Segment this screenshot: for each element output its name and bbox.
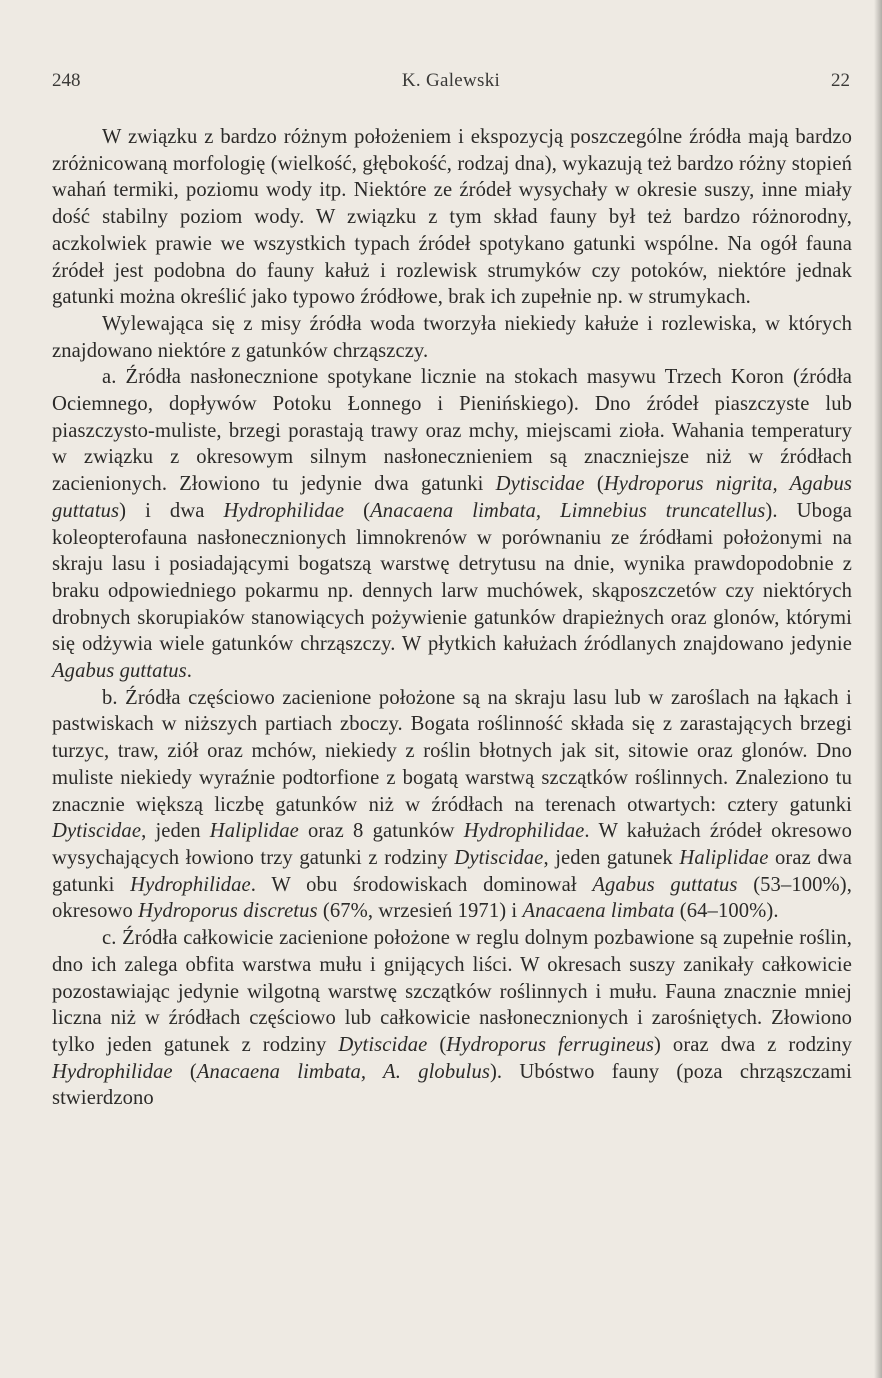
taxon-name: Haliplidae	[209, 820, 299, 843]
running-header	[52, 70, 850, 100]
taxon-name: Hydrophilidae	[130, 873, 251, 896]
taxon-name: Hydrophilidae	[52, 1060, 173, 1083]
taxon-name: Dytiscidae	[52, 820, 142, 843]
taxon-name: Hydroporus nigrita, Agabus guttatus	[52, 473, 852, 522]
taxon-name: Dytiscidae	[454, 846, 544, 869]
running-head-author: K. Galewski	[401, 70, 501, 91]
paragraph-b-partly-shaded-springs: b. Źródła częściowo zacienione położone są na skraju lasu lub w zaroślach na łąkach i pastwiskach w niższych partiach zboczy. Bogata roślinność składa się z zarastających brzegi turzyc, traw, ziół oraz mchów, niekiedy z roślin błotnych jak sit, sitowie oraz glonów. Dno muliste niekiedy wyraźnie podtorfione z bogatą warstwą szczątków roślinnych. Znaleziono tu znacznie większą liczbę gatunków niż w źródłach na terenach otwartych: cztery gatunki Dytiscidae, jeden Haliplidae oraz 8 gatunków Hydrophilidae. W kałużach źródeł okresowo wysychających łowiono trzy gatunki z rodziny Dytiscidae, jeden gatunek Haliplidae oraz dwa gatunki Hydrophilidae. W obu środowiskach dominował Agabus guttatus (53–100%), okresowo Hydroporus discretus (67%, wrzesień 1971) i Anacaena limbata (64–100%).	[52, 686, 853, 923]
taxon-name: Anacaena limbata	[522, 900, 675, 923]
page-number-left: 248	[52, 70, 81, 91]
paragraph-c-fully-shaded-springs: c. Źródła całkowicie zacienione położone w reglu dolnym pozbawione są zupełnie roślin, dno ich zalega obfita warstwa mułu i gnijących liści. W okresach suszy zanikały całkowicie pozostawiając jedynie wilgotną warstwę szczątków roślinnych i mułu. Fauna znacznie mniej liczna niż w źródłach częściowo lub całkowicie nasłonecznionych i zarośniętych. Złowiono tylko jeden gatunek z rodziny Dytiscidae (Hydroporus ferrugineus) oraz dwa z rodziny Hydrophilidae (Anacaena limbata, A. globulus). Ubóstwo fauny (poza chrząszczami stwierdzono	[52, 927, 853, 1110]
taxon-name: Dytiscidae	[338, 1033, 428, 1056]
body-text	[52, 124, 852, 1112]
page-edge-shadow	[874, 0, 882, 1378]
taxon-name: Agabus guttatus	[52, 660, 187, 683]
taxon-name: Hydrophilidae	[463, 820, 585, 843]
taxon-name: Dytiscidae	[495, 473, 585, 496]
taxon-name: Hydroporus discretus	[138, 900, 318, 923]
taxon-name: Anacaena limbata, A. globulus	[196, 1060, 490, 1083]
paragraph-intro: W związku z bardzo różnym położeniem i ekspozycją poszczególne źródła mają bardzo zróżnicowaną morfologię (wielkość, głębokość, rodzaj dna), wykazują też bardzo różny stopień wahań termiki, poziomu wody itp. Niektóre ze źródeł wysychały w okresie suszy, inne miały dość stabilny poziom wody. W związku z tym skład fauny był też bardzo różnorodny, aczkolwiek prawie we wszystkich typach źródeł spotykano gatunki wspólne. Na ogół fauna źródeł jest podobna do fauny kałuż i rozlewisk strumyków czy potoków, niektóre jednak gatunki można określić jako typowo źródłowe, brak ich zupełnie np. w strumykach.	[52, 126, 852, 309]
taxon-name: Haliplidae	[679, 846, 769, 869]
taxon-name: Hydrophilidae	[223, 499, 345, 522]
taxon-name: Anacaena limbata, Limnebius truncatellus	[370, 499, 766, 522]
paragraph-a-sunlit-springs: a. Źródła nasłonecznione spotykane licznie na stokach masywu Trzech Koron (źródła Ociemnego, dopływów Potoku Łonnego i Pienińskiego). Dno źródeł piaszczyste lub piaszczysto-muliste, brzegi porastają trawy oraz mchy, miejscami zioła. Wahania temperatury w związku z okresowym silnym nasłonecznieniem są znaczniejsze niż w źródłach zacienionych. Złowiono tu jedynie dwa gatunki Dytiscidae (Hydroporus nigrita, Agabus guttatus) i dwa Hydrophilidae (Anacaena limbata, Limnebius truncatellus). Uboga koleopterofauna nasłonecznionych limnokrenów w porównaniu ze źródłami położonymi na skraju lasu i posiadającymi bogatszą warstwę detrytusu na dnie, wynika prawdopodobnie z braku odpowiedniego pokarmu np. dennych larw muchówek, skąposzczetów czy niektórych drobnych skorupiaków stanowiących pożywienie gatunków drapieżnych oraz glonów, którymi się odżywia wiele gatunków chrząszczy. W płytkich kałużach źródlanych znajdowano jedynie Agabus guttatus.	[52, 366, 852, 683]
page-number-right: 22	[831, 70, 850, 91]
taxon-name: Hydroporus ferrugineus	[446, 1033, 655, 1056]
taxon-name: Agabus guttatus	[592, 873, 738, 896]
paragraph-overflow: Wylewająca się z misy źródła woda tworzyła niekiedy kałuże i rozlewiska, w których znajdowano niektóre z gatunków chrząszczy.	[52, 312, 852, 362]
